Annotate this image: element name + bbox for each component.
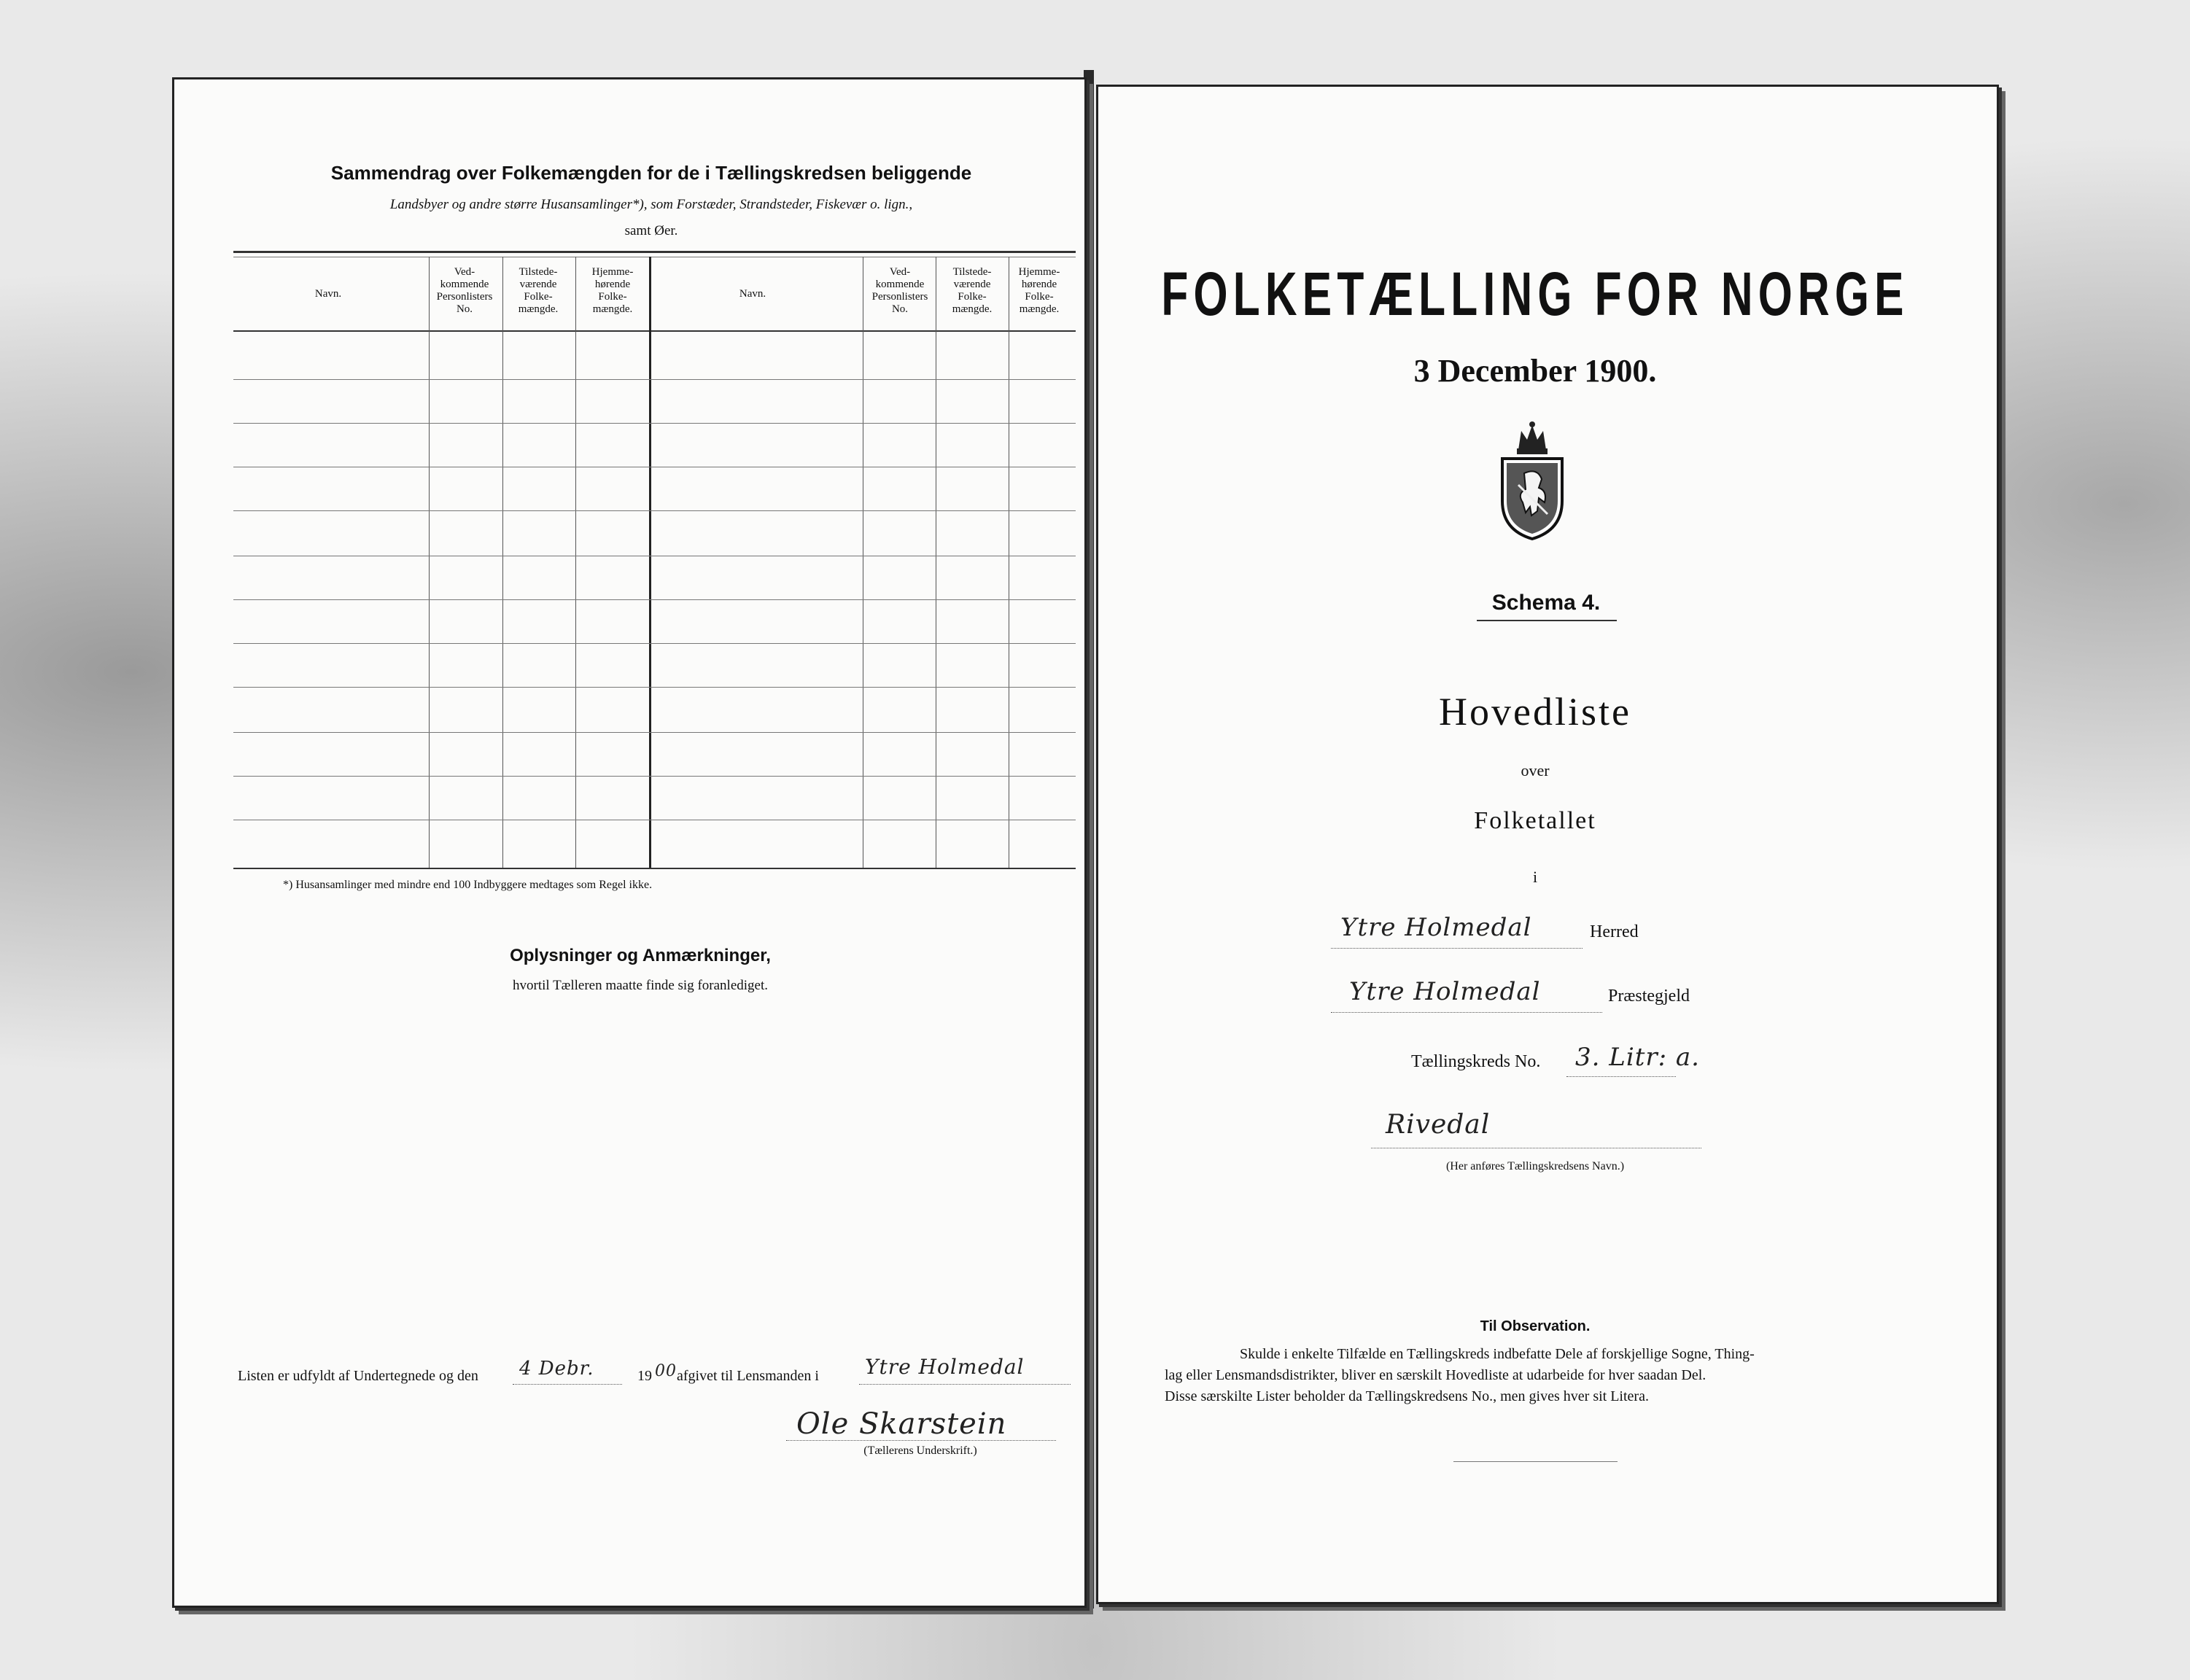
summary-heading: Sammendrag over Folkemængden for de i Tællingskredsen beliggende [330, 162, 972, 184]
signoff-year-handwritten: 00 [655, 1362, 677, 1380]
observation-line-2: lag eller Lensmandsdistrikter, bliver en særskilt Hovedliste at udarbeide for hver saadan Del. [1165, 1367, 1706, 1383]
closing-rule [1453, 1461, 1618, 1462]
signoff-date-line [513, 1384, 622, 1385]
table-row-rule [233, 599, 1076, 600]
prestegjeld-handwritten: Ytre Holmedal [1349, 977, 1541, 1006]
remarks-title: Oplysninger og Anmærkninger, [510, 946, 771, 965]
table-top-rule [233, 251, 1076, 253]
signoff-middle-text: afgivet til Lensmanden i [677, 1368, 819, 1384]
table-bottom-rule [233, 868, 1076, 869]
col-header-navn-1: Navn. [314, 288, 342, 300]
prestegjeld-line [1331, 1012, 1602, 1013]
table-row-rule [233, 732, 1076, 733]
observation-title: Til Observation. [1480, 1318, 1591, 1334]
signoff-year-prefix: 19 [637, 1368, 652, 1384]
schema-underline [1477, 620, 1617, 621]
enumerator-signature-handwritten: Ole Skarstein [796, 1407, 1007, 1441]
i-text: i [1532, 868, 1538, 886]
herred-line [1331, 948, 1583, 949]
folketallet-text: Folketallet [1474, 807, 1596, 834]
col-header-hjemme-1: Hjemme- hørende Folke- mængde. [591, 266, 634, 315]
kreds-label: Tællingskreds No. [1411, 1052, 1541, 1071]
observation-line-3: Disse særskilte Lister beholder da Tællingskredsens No., men gives hver sit Litera. [1165, 1388, 1649, 1404]
kreds-name-handwritten: Rivedal [1386, 1110, 1491, 1140]
kreds-line [1566, 1076, 1676, 1077]
table-header-rule [233, 330, 1076, 332]
prestegjeld-label: Præstegjeld [1608, 987, 1690, 1006]
table-footnote: *) Husansamlinger med mindre end 100 Indbyggere medtages som Regel ikke. [283, 879, 653, 891]
col-header-navn-2: Navn. [739, 288, 766, 300]
observation-line-1: Skulde i enkelte Tilfælde en Tællingskreds indbefatte Dele af forskjellige Sogne, Thing- [1240, 1346, 1755, 1362]
census-title: FOLKETÆLLING FOR NORGE [1161, 260, 1909, 328]
over-text: over [1521, 761, 1550, 779]
signature-caption: (Tællerens Underskrift.) [863, 1444, 977, 1457]
col-header-hjemme-2: Hjemme- hørende Folke- mængde. [1018, 266, 1060, 315]
norway-coat-of-arms-icon [1496, 421, 1568, 541]
kreds-number-handwritten: 3. Litr: a. [1575, 1043, 1700, 1072]
table-row-rule [233, 423, 1076, 424]
table-row-rule [233, 643, 1076, 644]
census-date: 3 December 1900. [1413, 353, 1657, 389]
herred-label: Herred [1590, 922, 1639, 941]
summary-subheading: Landsbyer og andre større Husansamlinger*), som Forstæder, Strandsteder, Fiskevær o. lign., [389, 197, 913, 212]
main-heading: Hovedliste [1439, 690, 1631, 734]
herred-handwritten: Ytre Holmedal [1340, 913, 1532, 942]
signoff-place-handwritten: Ytre Holmedal [865, 1355, 1025, 1379]
schema-number: Schema 4. [1491, 591, 1601, 615]
col-header-tilstede-1: Tilstede- værende Folke- mængde. [518, 266, 559, 315]
col-header-tilstede-2: Tilstede- værende Folke- mængde. [952, 266, 993, 315]
signoff-date-handwritten: 4 Debr. [519, 1358, 594, 1380]
table-row-rule [233, 687, 1076, 688]
table-row-rule [233, 379, 1076, 380]
col-header-personlister-2: Ved- kommende Personlisters No. [871, 266, 928, 315]
remarks-subtitle: hvortil Tælleren maatte finde sig foranlediget. [513, 978, 768, 993]
table-row-rule [233, 776, 1076, 777]
summary-subheading-2: samt Øer. [624, 223, 678, 238]
signoff-text: Listen er udfyldt af Undertegnede og den [238, 1368, 478, 1384]
table-row-rule [233, 510, 1076, 511]
col-header-personlister-1: Ved- kommende Personlisters No. [436, 266, 493, 315]
signature-line [786, 1440, 1056, 1441]
kreds-name-caption: (Her anføres Tællingskredsens Navn.) [1445, 1160, 1625, 1172]
signoff-place-line [859, 1384, 1071, 1385]
